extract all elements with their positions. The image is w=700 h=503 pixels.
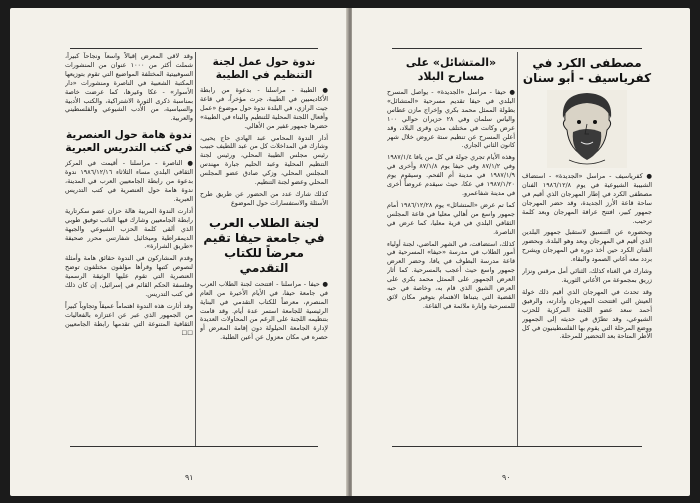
article-paragraph: ● حيفا - مراسل «الجديدة» - يواصل المسرح البلدي في حيفا تقديم مسرحية «المتشائل» بطولة الممثل محمد بكري وإخراج مازن غطاس والياس سلمان وفي ٢٨ حزيران حوالي ١٠٠ عرض وكانت في مختلف مدن وقرى البلاد، وقد أعلن المسرح عن تنظيم ستة عروض خلال شهر كانون الثاني الجاري.	[387, 88, 515, 150]
page-number: ٩١	[185, 473, 194, 482]
headline-mustafa-kurd: مصطفى الكرد في كفرياسيف - أبو سنان	[522, 56, 652, 85]
right-page	[352, 8, 690, 496]
article-paragraph: أدارت الندوة المربية هالة حزان عضو سكرتارية رابطة الجامعيين وشارك فيها النائب توفيق طوبي الذي ألقى كلمة الحزب الشيوعي والجبهة الديمقراطية وميخائيل شفارتس محرر صحيفة «طريق الشرارة».	[65, 206, 193, 251]
headline-mutashail: «المتشائل» على مسارح البلاد	[405, 56, 497, 83]
headline-racism-symposium: ندوة هامة حول العنصرية في كتب التدريس العبرية	[65, 129, 193, 155]
headline-students-exhibition: لجنة الطلاب العرب في جامعة حيفا تقيم معرضاً للكتاب التقدمي	[203, 215, 325, 275]
article-paragraph: وقدم المشاركون في الندوة حقائق هامة وأمثلة لنصوص كتبها وقرأها مؤلفون مختلفون توضح العنصرية التي تقوم عليها الوثيقة الرسمية وفلسفة الحكم القائم في إسرائيل، إن كان ذلك في كتب التدريس.	[65, 254, 193, 298]
article-paragraph: أدار الندوة المحامي عبد الهادي حاج يحيى، وشارك في المداخلات كل من عبد اللطيف حبيب رئيس مجلس الطيبة المحلي، ورئيس لجنة التنظيم المحلية وعبد الحليم جبارة مهندس المجلس المحلي، وزكي صادق عضو المجلس المحلي وعضو لجنة التنظيم.	[200, 133, 328, 187]
headline-tayibe: ندوة حول عمل لجنة التنظيم في الطيبة	[212, 56, 316, 81]
portrait-illustration	[547, 90, 627, 168]
article-paragraph: وهذه الأيام تجري جولة في كل من يافا ١٩٨٧/١/٤ وفي ٨٧/١/٢ وفي حيفا يوم ٨٧/١/٨ وأخرى في ١٩٨٧/١/٩ في مدينة أم الفحم. وسيقوم يوم ١٩٨٧/١/٢٠ في عكا، حيث سيقدم عروضاً أخرى في مدينة شفاعمرو.	[387, 153, 515, 197]
article-paragraph: ● كفرياسيف - مراسل «الجديدة» - استضاف الشبيبة الشيوعية في يوم ١٩٨٦/١٢/٨ الفنان مصطفى الكرد في إطار المهرجان الذي أقيم في ساحة قاعة الأرز الجديدة، وقد حضر المهرجان جمهور كبير، افتتح عرافة المهرجان وبعد كلمة ترحيب.	[522, 172, 652, 225]
article-paragraph: وقد لاقى المعرض إقبالاً واسعاً ونجاحاً كبيراً، شملت أكثر من ١٠٠٠ عنوان من المنشورات السوفييتية المختلفة المواضيع التي تقوم بتوزيعها المكتبة الشعبية في الناصرة ومنشورات «دار الأسوار» - عكا وغيرها، كما عرضت خاصة بمناسبة ذكرى الثورة الاشتراكية، والكتب الأدبية والسياسية، من الأدب الشيوعي والفلسطيني والعربية.	[65, 52, 193, 123]
right-page-right-column	[522, 52, 652, 447]
column-divider	[517, 52, 518, 447]
article-paragraph: ● حيفا - مراسلنا - افتتحت لجنة الطلاب العرب في جامعة حيفا، في الأيام الأخيرة من العام المنصرم، معرضاً للكتاب التقدمي في البناية الرئيسية للجامعة استمر عدة أيام. وقد قامت بتنظيمه اللجنة على الرغم من المحاولات العديدة لإدارة الجامعة الحيلولة دون إقامة المعرض أو حصره في مكان معزول عن أعين الطلبة.	[200, 279, 328, 342]
column-divider	[195, 52, 196, 447]
left-page-left-column	[65, 52, 193, 447]
article-paragraph: ● الطيبة - مراسلنا - بدعوة من رابطة الأكاديميين في الطيبة، جرت مؤخراً، في قاعة جيت الرازي، في البلدة ندوة حول موضوع «عمل وأفعال اللجنة المحلية للتنظيم والبناء في الطيبة» حضرها جمهور غفير من الأهالي.	[200, 86, 328, 130]
left-page-right-column	[200, 52, 328, 447]
article-paragraph: وبحضوره عن التنسيق لاستقبل جمهور البلدين الذي أقيم في المهرجان وبعد وهو البلدة. وبحضور الفنان الكرد حين أخذ دوره في المهرجان ويشرح بردد معه أغاني الصمود والبقاء.	[522, 228, 652, 264]
article-paragraph: كذلك، استضافت، في الشهر الماضي، لجنة أولياء أمور الطلاب في مدرسة «حيفا» المسرحية في قاعة مدرسة البطوف في يافا، وحضر العرض جمهور واسع حيث أعجب بالمسرحية. كما أثار العرض الجمهور على الممثل محمد بكري على العرض الشيق الذي قام به، وخاصة في حبه القضية التي يتبناها الاهتمام بتوفير مكان لائق للمسرحية وإنارة ملائمة في القاعة.	[387, 239, 515, 310]
article-paragraph: وقد أثارت هذه الندوة اهتماماً عميقاً وتجاوباً كبيراً من الجمهور الذي عبر عن اعتزازه بالفعاليات الثقافية المتنوعة التي تقدمها رابطة الجامعيين ☐☐	[65, 301, 193, 337]
left-page	[10, 8, 348, 496]
article-paragraph: وقد تحدث في المهرجان الذي أقيم ذلك خولة العيش التي افتتحت المهرجان وأدارته، والرفيق أحمد سعد عضو اللجنة المركزية للحزب الشيوعي، وقد تطرّق في حديثه إلى الجمهور ووضع المرحلة التي يقوم بها الفلسطينيون في كل الأطر المتاحة بعد التحضير للمرحلة.	[522, 287, 652, 341]
page-number: ٩٠	[502, 473, 511, 482]
article-paragraph: وشارك في الغناء كذلك، الثنائي أمل مرقس ونزار زريق بمجموعة من الأغاني الثورية.	[522, 267, 652, 284]
article-paragraph: كذلك شارك عدد من الحضور عن طريق طرح الأسئلة والاستفسارات حول الموضوع	[200, 189, 328, 207]
article-paragraph: كما تم عرض «المتشائل» يوم ١٩٨٦/١٢/٢٨ أمام جمهور واسع من أهالي معليا في قاعة المجلس الثقافي البلدي في قرية معليا، كما عرض في الناصرة.	[387, 200, 515, 236]
article-paragraph: ● الناصرة - مراسلنا - أقيمت في المركز الثقافي البلدي مساء الثلاثاء ١٩٨٦/١٢/١٦ ندوة بدعوة من رابطة الجامعيين العرب في المدينة، ندوة هامة حول العنصرية في كتب التدريس العبرية.	[65, 159, 193, 203]
right-page-left-column	[387, 52, 515, 447]
top-rule	[70, 48, 318, 49]
top-rule	[392, 48, 642, 49]
